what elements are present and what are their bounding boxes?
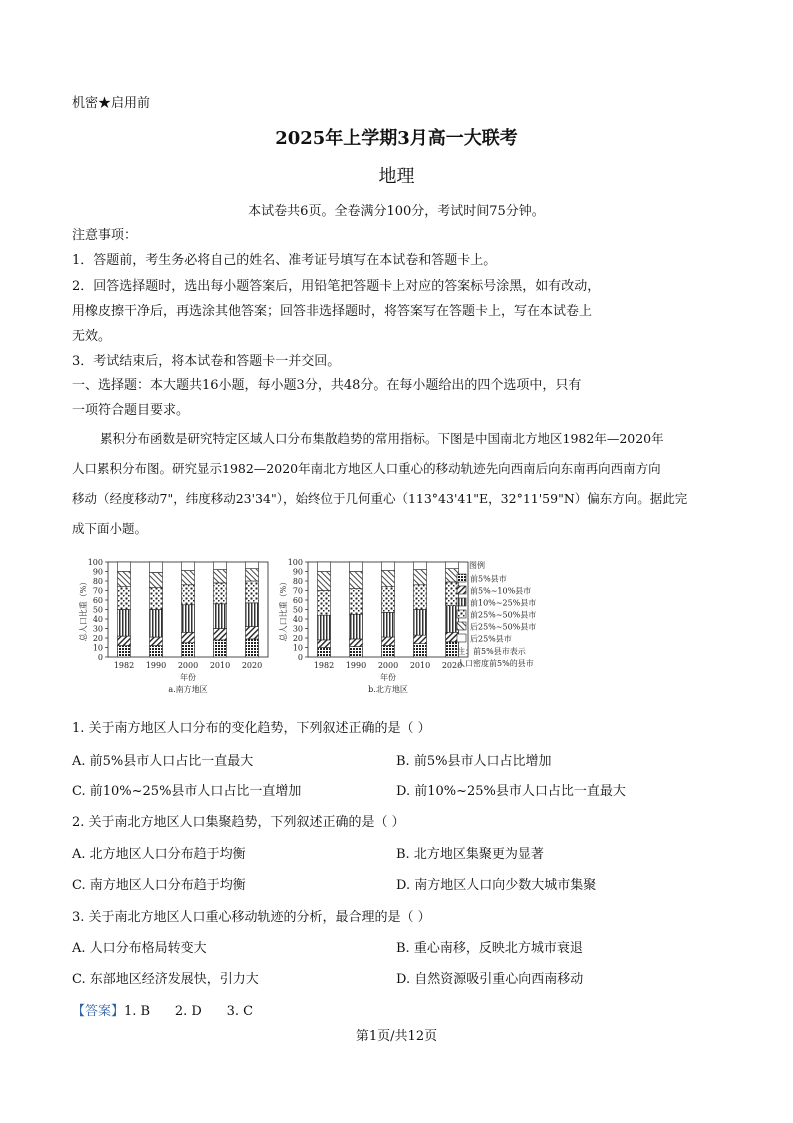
chart-south-ytick-label: 20 [92,634,103,643]
chart-legend [457,560,536,668]
question-1-option-d: D. 前10%~25%县市人口占比一直最大 [396,784,626,799]
chart-north-bar-segment [446,562,459,569]
chart-south-bar-segment [118,572,131,587]
chart-north-bar-segment [350,589,363,615]
legend-item-label: 前5%~10%县市 [470,586,532,596]
chart-south-bar-segment [246,569,259,581]
chart-south-xtick-label: 1990 [145,661,167,670]
chart-north-bar-segment [382,612,395,637]
chart-south-caption: a.南方地区 [168,685,208,694]
section-heading-line-1: 一、选择题：本大题共16小题，每小题3分，共48分。在每小题给出的四个选项中，只有 [72,378,582,393]
chart-south-ytick-label: 70 [92,586,103,596]
chart-north-ylabel: 总人口比重（%） [279,577,288,642]
chart-north-bar-segment [318,640,331,648]
chart-north-bar-segment [414,644,427,657]
chart-south-bar-segment [182,605,195,633]
chart-south-bar-segment [182,632,195,642]
chart-north-bar-segment [414,635,427,644]
chart-south-xtick-label: 2000 [177,661,199,670]
chart-south-ytick-label: 10 [92,643,103,653]
chart-south-ytick-label: 40 [92,615,103,624]
chart-south-bar-segment [118,636,131,646]
chart-south-bar-segment [182,562,195,571]
question-1-option-c: C. 前10%~25%县市人口占比一直增加 [72,784,302,799]
chart-south-bar-segment [214,604,227,629]
legend-swatch [457,586,466,594]
chart-north-ytick-label: 0 [297,653,303,662]
exam-title: 2025年上学期3月高一大联考 [275,128,518,149]
question-1-option-a: A. 前5%县市人口占比一直最大 [72,754,254,769]
chart-north-bar-segment [382,637,395,646]
notice-heading: 注意事项： [72,228,138,243]
chart-south-bar-segment [246,581,259,603]
question-1-option-b: B. 前5%县市人口占比增加 [396,754,552,769]
section-heading-line-2: 一项符合题目要求。 [72,403,190,418]
chart-north-bar-segment [414,585,427,610]
notice-item-1: 1．答题前，考生务必将自己的姓名、准考证号填写在本试卷和答题卡上。 [72,253,497,268]
chart-north-bar-segment [318,615,331,640]
chart-north-ytick-label: 100 [287,558,303,567]
chart-south-ytick-label: 60 [92,596,103,605]
chart-south-bar-segment [182,571,195,585]
chart-north-bar-segment [414,610,427,636]
legend-item-label: 前25%~50%县市 [470,610,537,620]
chart-north-bar-segment [318,572,331,591]
question-2-option-d: D. 南方地区人口向少数大城市集聚 [396,878,597,893]
notice-item-3: 3．考试结束后，将本试卷和答题卡一并交回。 [72,354,341,369]
question-2-option-c: C. 南方地区人口分布趋于均衡 [72,878,246,893]
chart-north-bar-segment [446,582,459,606]
chart-south-bar-segment [214,562,227,570]
chart-south-bar-segment [246,562,259,569]
question-2-option-b: B. 北方地区集聚更为显著 [396,847,544,862]
chart-south-bar-segment [214,640,227,657]
chart-north-caption: b.北方地区 [368,685,408,694]
legend-note-line-1: 注：前5%县市表示 [457,647,526,656]
chart-north-ytick-label: 20 [292,634,303,643]
chart-north-ytick-label: 80 [292,577,303,586]
chart-north-ytick-label: 30 [292,624,303,634]
notice-item-2-line-1: 2．回答选择题时，选出每小题答案后，用铅笔把答题卡上对应的答案标号涂黑，如有改动， [72,279,601,294]
chart-south-bar-segment [118,562,131,572]
chart-south-bar-segment [118,646,131,657]
chart-south-ytick-label: 80 [92,577,103,586]
chart-south-ytick-label: 100 [87,558,103,567]
chart-south-bar-segment [246,627,259,639]
answer-values: 1. B 2. D 3. C [124,1004,254,1019]
chart-south-bar-segment [118,587,131,610]
chart-north-xtick-label: 1990 [345,661,367,670]
chart-south-bar-segment [150,572,163,587]
chart-south-bar-segment [214,629,227,640]
question-1-stem: 1. 关于南方地区人口分布的变化趋势，下列叙述正确的是（ ） [72,721,431,736]
chart-south-bar-segment [182,585,195,605]
exam-info: 本试卷共6页。全卷满分100分，考试时间75分钟。 [248,204,545,219]
chart-south [78,558,268,694]
question-3-stem: 3. 关于南北方地区人口重心移动轨迹的分析，最合理的是（ ） [72,910,431,925]
legend-swatch [457,598,466,606]
legend-swatch [457,574,466,582]
chart-north-bar-segment [382,587,395,613]
chart-north-bar-segment [350,562,363,572]
chart-north-ytick-label: 50 [292,605,303,615]
chart-north-xtick-label: 2020 [441,661,463,670]
chart-north-bar-segment [318,562,331,572]
chart-south-ytick-label: 90 [92,567,103,577]
chart-south-bar-segment [150,562,163,572]
chart-north-bar-segment [350,572,363,589]
chart-south-ytick-label: 0 [97,653,103,662]
chart-south-ylabel: 总人口比重（%） [79,577,88,642]
chart-south-xtick-label: 2020 [241,661,263,670]
chart-north-xlabel: 年份 [380,673,396,682]
legend-title: 图例 [469,561,485,570]
chart-north-ytick-label: 90 [292,567,303,577]
chart-south-bar-segment [150,610,163,638]
passage-line-3: 移动（经度移动7"，纬度移动23'34"），始终位于几何重心（113°43'41"E，32°11'59"N）偏东方向。据此完 [72,491,688,506]
chart-north-bar-segment [318,648,331,658]
chart-south-bar-segment [214,570,227,583]
chart-south-bar-segment [150,637,163,646]
chart-north-ytick-label: 40 [292,615,303,624]
chart-south-bar-segment [150,646,163,657]
chart-south-bar-segment [246,639,259,657]
chart-north-bar-segment [350,614,363,639]
confidential-mark: 机密★启用前 [72,96,151,111]
chart-north [278,558,468,694]
chart-south-ytick-label: 30 [92,624,103,634]
chart-north-xtick-label: 2000 [377,661,399,670]
legend-swatch [457,634,466,642]
chart-north-bar-segment [318,591,331,616]
notice-item-2-line-3: 无效。 [72,329,112,344]
legend-item-label: 后25%~50%县市 [470,622,537,632]
chart-north-bar-segment [382,571,395,587]
chart-north-bar-segment [446,569,459,582]
answer-label: 【答案】 [72,1004,125,1019]
legend-swatch [457,610,466,618]
population-distribution-figure [80,552,580,702]
chart-south-bar-segment [118,610,131,637]
chart-south-xtick-label: 1982 [113,661,135,670]
chart-north-bar-segment [382,646,395,657]
chart-north-bar-segment [350,639,363,647]
question-3-option-d: D. 自然资源吸引重心向西南移动 [396,972,584,987]
chart-south-ytick-label: 50 [92,605,103,615]
legend-item-label: 前10%~25%县市 [470,598,537,608]
chart-north-bar-segment [414,562,427,570]
subject-title: 地理 [378,166,415,187]
chart-south-xtick-label: 2010 [209,661,231,670]
legend-item-label: 后25%县市 [470,634,512,644]
legend-note-line-2: 人口密度前5%的县市 [457,659,534,668]
notice-item-2-line-2: 用橡皮擦干净后，再选涂其他答案；回答非选择题时，将答案写在答题卡上，写在本试卷上 [72,304,593,319]
chart-north-xtick-label: 2010 [409,661,431,670]
chart-north-xtick-label: 1982 [313,661,335,670]
chart-south-bar-segment [182,643,195,657]
question-2-stem: 2. 关于南北方地区人口集聚趋势，下列叙述正确的是（ ） [72,815,405,830]
chart-north-bar-segment [446,606,459,633]
chart-south-bar-segment [214,583,227,604]
chart-south-bar-segment [150,588,163,610]
passage-line-4: 成下面小题。 [72,521,148,536]
chart-south-xlabel: 年份 [180,673,196,682]
page-number: 第1页/共12页 [355,1029,438,1044]
question-3-option-b: B. 重心南移，反映北方城市衰退 [396,941,583,956]
question-3-option-a: A. 人口分布格局转变大 [72,941,207,956]
passage-line-1: 累积分布函数是研究特定区域人口分布集散趋势的常用指标。下图是中国南北方地区1982年—2020年 [100,431,664,446]
chart-south-bar-segment [246,603,259,627]
chart-north-bar-segment [350,647,363,657]
chart-north-bar-segment [382,562,395,571]
answer-line [72,1000,253,1019]
passage-line-2: 人口累积分布图。研究显示1982—2020年南北方地区人口重心的移动轨迹先向西南后向东南再向西南方向 [72,461,661,476]
chart-north-bar-segment [446,632,459,642]
question-2-option-a: A. 北方地区人口分布趋于均衡 [72,847,246,862]
chart-north-ytick-label: 10 [292,643,303,653]
question-3-option-c: C. 东部地区经济发展快，引力大 [72,972,259,987]
legend-swatch [457,622,466,630]
chart-north-ytick-label: 60 [292,596,303,605]
chart-north-bar-segment [414,570,427,585]
chart-north-ytick-label: 70 [292,586,303,596]
legend-item-label: 前5%县市 [470,574,507,584]
